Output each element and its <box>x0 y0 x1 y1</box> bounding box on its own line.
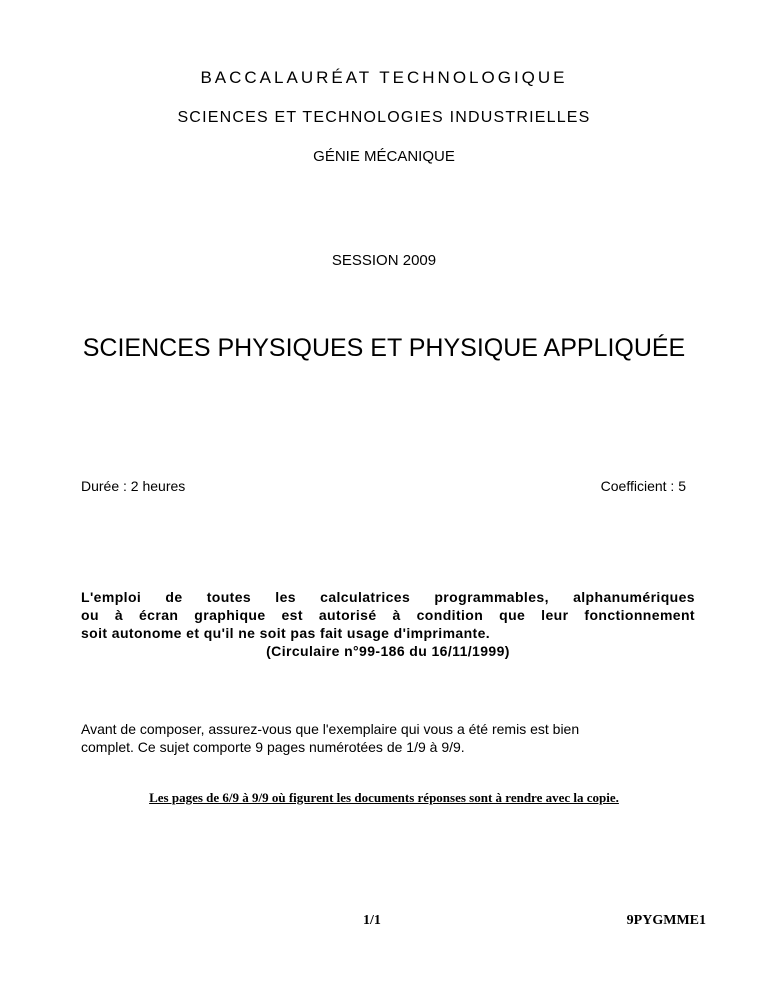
duration-label: Durée : 2 heures <box>81 478 186 494</box>
circular-reference: (Circulaire n°99-186 du 16/11/1999) <box>266 643 510 659</box>
coefficient-label: Coefficient : 5 <box>600 478 686 494</box>
calculator-notice-line: L'emploi de toutes les calculatrices programmables, alphanumériques <box>81 589 695 605</box>
calculator-notice <box>81 588 695 660</box>
answer-pages-note: Les pages de 6/9 à 9/9 où figurent les documents réponses sont à rendre avec la copie. <box>149 790 619 805</box>
instructions-line: Avant de composer, assurez-vous que l'exemplaire qui vous a été remis est bien <box>81 721 580 737</box>
exam-specialty: GÉNIE MÉCANIQUE <box>313 148 455 165</box>
calculator-notice-line: ou à écran graphique est autorisé à condition que leur fonctionnement <box>81 607 695 623</box>
exam-series: SCIENCES ET TECHNOLOGIES INDUSTRIELLES <box>177 109 591 126</box>
instructions <box>81 720 681 756</box>
document-code: 9PYGMME1 <box>626 913 706 928</box>
exam-title: BACCALAURÉAT TECHNOLOGIQUE <box>200 68 568 87</box>
calculator-notice-line: soit autonome et qu'il ne soit pas fait usage d'imprimante. <box>81 625 491 641</box>
instructions-line: complet. Ce sujet comporte 9 pages numérotées de 1/9 à 9/9. <box>81 739 465 755</box>
page-number: 1/1 <box>363 913 381 928</box>
session-label: SESSION 2009 <box>331 252 437 269</box>
subject-title: SCIENCES PHYSIQUES ET PHYSIQUE APPLIQUÉE <box>82 334 686 362</box>
